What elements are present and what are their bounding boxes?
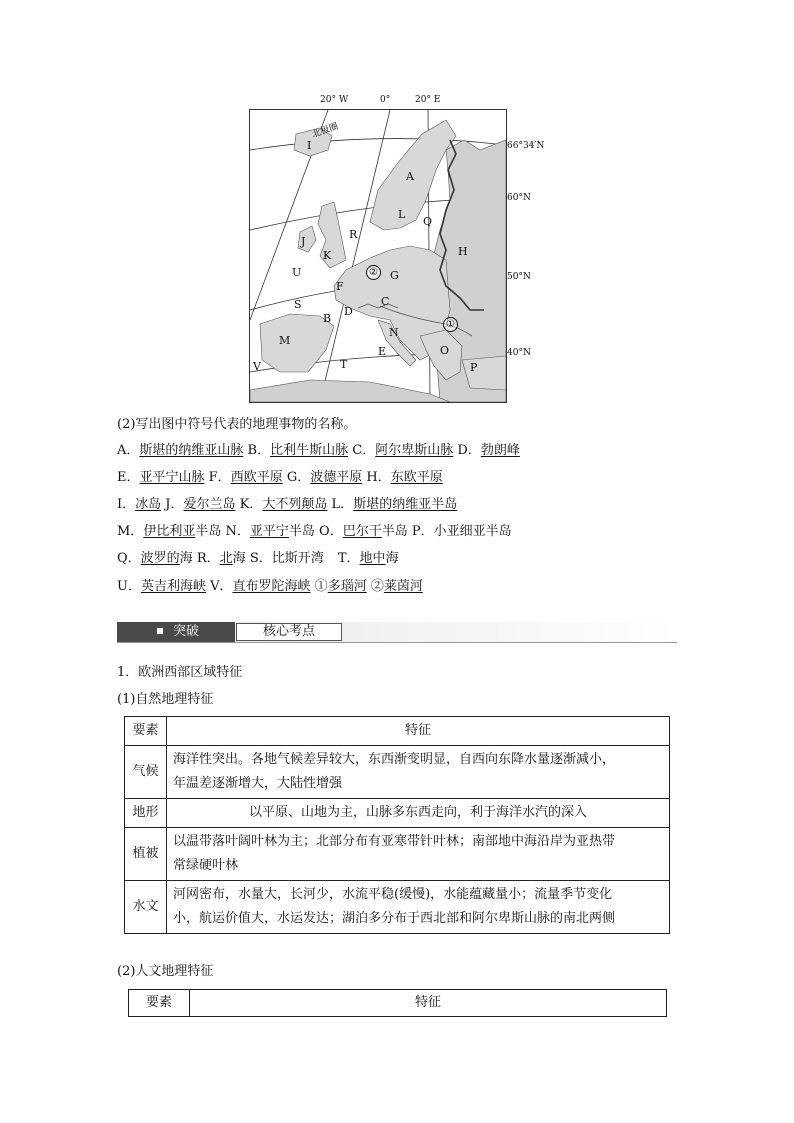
answer-k-prefix: K． xyxy=(239,497,263,512)
answer-t-prefix: T． xyxy=(337,551,360,566)
answer-g: 波德平原 xyxy=(310,470,363,485)
map-letter-q: Q xyxy=(423,215,433,228)
deg-label-20w: 20° W xyxy=(320,95,349,105)
row-key-hydrology: 水文 xyxy=(125,881,167,934)
answer-u-prefix: U． xyxy=(117,579,141,594)
answer-o: 巴尔干 xyxy=(342,524,382,539)
answer-s: 比斯开湾 xyxy=(271,551,324,566)
deg-label-50n: 50°N xyxy=(507,272,531,282)
answer-c-prefix: C． xyxy=(352,443,376,458)
europe-map xyxy=(249,109,507,403)
answer-f: 西欧平原 xyxy=(230,470,283,485)
row-key-terrain: 地形 xyxy=(125,799,167,828)
table2-header-element: 要素 xyxy=(129,990,190,1017)
map-letter-o: O xyxy=(440,344,450,357)
answer-d: 勃朗峰 xyxy=(480,443,520,458)
deg-label-66n: 66°34′N xyxy=(507,141,545,151)
deg-label-20e: 20° E xyxy=(415,95,441,105)
map-letter-p: P xyxy=(470,361,478,374)
map-letter-k: K xyxy=(323,249,332,262)
answer-l: 斯堪的纳维亚半岛 xyxy=(353,497,458,512)
banner-rule xyxy=(117,642,677,643)
map-letter-t: T xyxy=(340,358,348,371)
map-letter-l: L xyxy=(398,208,406,221)
answer-row-3 xyxy=(117,496,457,514)
map-letter-b: B xyxy=(323,312,332,325)
answer-d-prefix: D． xyxy=(457,443,481,458)
natural-features-table xyxy=(124,716,670,934)
map-letter-m: M xyxy=(279,334,291,347)
table-header-row xyxy=(129,990,667,1017)
section-title: 1．欧洲西部区域特征 xyxy=(117,665,243,680)
answer-b: 比利牛斯山脉 xyxy=(270,443,349,458)
answer-n-prefix: N． xyxy=(225,524,250,539)
arctic-circle-label: 北极圈 xyxy=(310,121,340,141)
answer-u: 英吉利海峡 xyxy=(140,579,206,594)
table-row xyxy=(125,881,670,934)
table-header-feature: 特征 xyxy=(167,717,670,746)
answer-e: 亚平宁山脉 xyxy=(139,470,205,485)
answer-f-prefix: F． xyxy=(208,470,231,485)
answer-c: 阿尔卑斯山脉 xyxy=(375,443,454,458)
answer-row-6 xyxy=(117,578,423,596)
row-value-hydrology: 河网密布，水量大，长河少，水流平稳(缓慢)，水能蕴藏量小；流量季节变化 小，航运价值大，水运发达；湖泊多分布于西北部和阿尔卑斯山脉的南北两侧 xyxy=(167,881,670,934)
map-marker-2: ② xyxy=(366,265,381,280)
human-features-table xyxy=(128,989,667,1017)
answer-o-prefix: O． xyxy=(319,524,343,539)
row-key-vegetation: 植被 xyxy=(125,828,167,881)
answer-row-5 xyxy=(117,550,399,568)
row-value-climate: 海洋性突出。各地气候差异较大，东西渐变明显，自西向东降水量逐渐减小， 年温差逐渐增大，大陆性增强 xyxy=(167,746,670,799)
answer-t-suffix: 海 xyxy=(385,551,399,566)
row-value-terrain: 以平原、山地为主，山脉多东西走向，利于海洋水汽的深入 xyxy=(167,799,670,828)
map-letter-n: N xyxy=(389,326,399,339)
answer-r-suffix: 海 xyxy=(232,551,246,566)
map-letter-r: R xyxy=(349,228,358,241)
answer-p: 小亚细亚半岛 xyxy=(433,524,512,539)
answer-v-prefix: V． xyxy=(210,579,233,594)
table2-header-feature: 特征 xyxy=(190,990,667,1017)
answer-m-prefix: M． xyxy=(117,524,144,539)
row-value-vegetation: 以温带落叶阔叶林为主；北部分布有亚寒带针叶林；南部地中海沿岸为亚热带 常绿硬叶林 xyxy=(167,828,670,881)
answer-j-prefix: J． xyxy=(165,497,184,512)
table-row xyxy=(125,799,670,828)
answer-m-suffix: 半岛 xyxy=(195,524,222,539)
answer-l-prefix: L． xyxy=(331,497,354,512)
deg-label-0: 0° xyxy=(380,95,391,105)
answer-i: 冰岛 xyxy=(135,497,162,512)
answer-m: 伊比利亚 xyxy=(143,524,196,539)
answer-g-prefix: G． xyxy=(286,470,311,485)
row-key-climate: 气候 xyxy=(125,746,167,799)
answer-a: 斯堪的纳维亚山脉 xyxy=(139,443,244,458)
answer-2-prefix: ② xyxy=(370,579,384,594)
answer-j: 爱尔兰岛 xyxy=(183,497,236,512)
banner-tab: 核心考点 xyxy=(236,623,342,641)
answer-n-suffix: 半岛 xyxy=(288,524,315,539)
map-marker-1: ① xyxy=(443,317,458,332)
answer-k: 大不列颠岛 xyxy=(262,497,328,512)
table-header-element: 要素 xyxy=(125,717,167,746)
section-banner xyxy=(117,622,677,642)
answer-r-prefix: R． xyxy=(196,551,220,566)
map-graphic xyxy=(250,110,506,402)
subsection-natural: (1)自然地理特征 xyxy=(117,692,214,707)
answer-row-2 xyxy=(117,469,443,487)
answer-v: 直布罗陀海峡 xyxy=(232,579,311,594)
subsection-human: (2)人文地理特征 xyxy=(117,964,214,979)
question-text: (2)写出图中符号代表的地理事物的名称。 xyxy=(117,417,357,432)
map-letter-h: H xyxy=(458,245,468,258)
banner-label: 突破 xyxy=(173,624,200,639)
map-letter-f: F xyxy=(336,280,344,293)
map-letter-u: U xyxy=(292,266,302,279)
map-letter-i: I xyxy=(307,139,312,152)
answer-h-prefix: H． xyxy=(366,470,391,485)
answer-q-suffix: 海 xyxy=(179,551,193,566)
map-letter-j: J xyxy=(301,235,306,248)
answer-o-suffix: 半岛 xyxy=(381,524,408,539)
map-letter-c: C xyxy=(381,295,390,308)
answer-p-prefix: P． xyxy=(411,524,434,539)
answer-2: 莱茵河 xyxy=(383,579,423,594)
answer-t: 地中 xyxy=(359,551,386,566)
map-letter-v: V xyxy=(253,360,261,373)
answer-r: 北 xyxy=(219,551,233,566)
table-row xyxy=(125,746,670,799)
deg-label-40n: 40°N xyxy=(507,348,531,358)
map-letter-s: S xyxy=(294,298,302,311)
deg-label-60n: 60°N xyxy=(507,193,531,203)
answer-q-prefix: Q． xyxy=(117,551,141,566)
table-header-row xyxy=(125,717,670,746)
map-letter-d: D xyxy=(344,305,353,318)
map-letter-a: A xyxy=(406,170,414,183)
map-letter-g: G xyxy=(390,269,399,282)
answer-row-1 xyxy=(117,442,520,460)
answer-q: 波罗的 xyxy=(140,551,180,566)
map-letter-e: E xyxy=(378,345,387,358)
answer-1: 多瑙河 xyxy=(327,579,367,594)
answer-row-4 xyxy=(117,523,512,541)
answer-s-prefix: S． xyxy=(249,551,272,566)
square-icon xyxy=(157,628,163,634)
answer-h: 东欧平原 xyxy=(390,470,443,485)
answer-b-prefix: B． xyxy=(247,443,271,458)
answer-1-prefix: ① xyxy=(314,579,328,594)
table-row xyxy=(125,828,670,881)
banner-label-box xyxy=(117,622,235,642)
answer-n: 亚平宁 xyxy=(249,524,289,539)
answer-i-prefix: I． xyxy=(117,497,136,512)
answer-a-prefix: A． xyxy=(117,443,140,458)
answer-e-prefix: E． xyxy=(117,470,140,485)
